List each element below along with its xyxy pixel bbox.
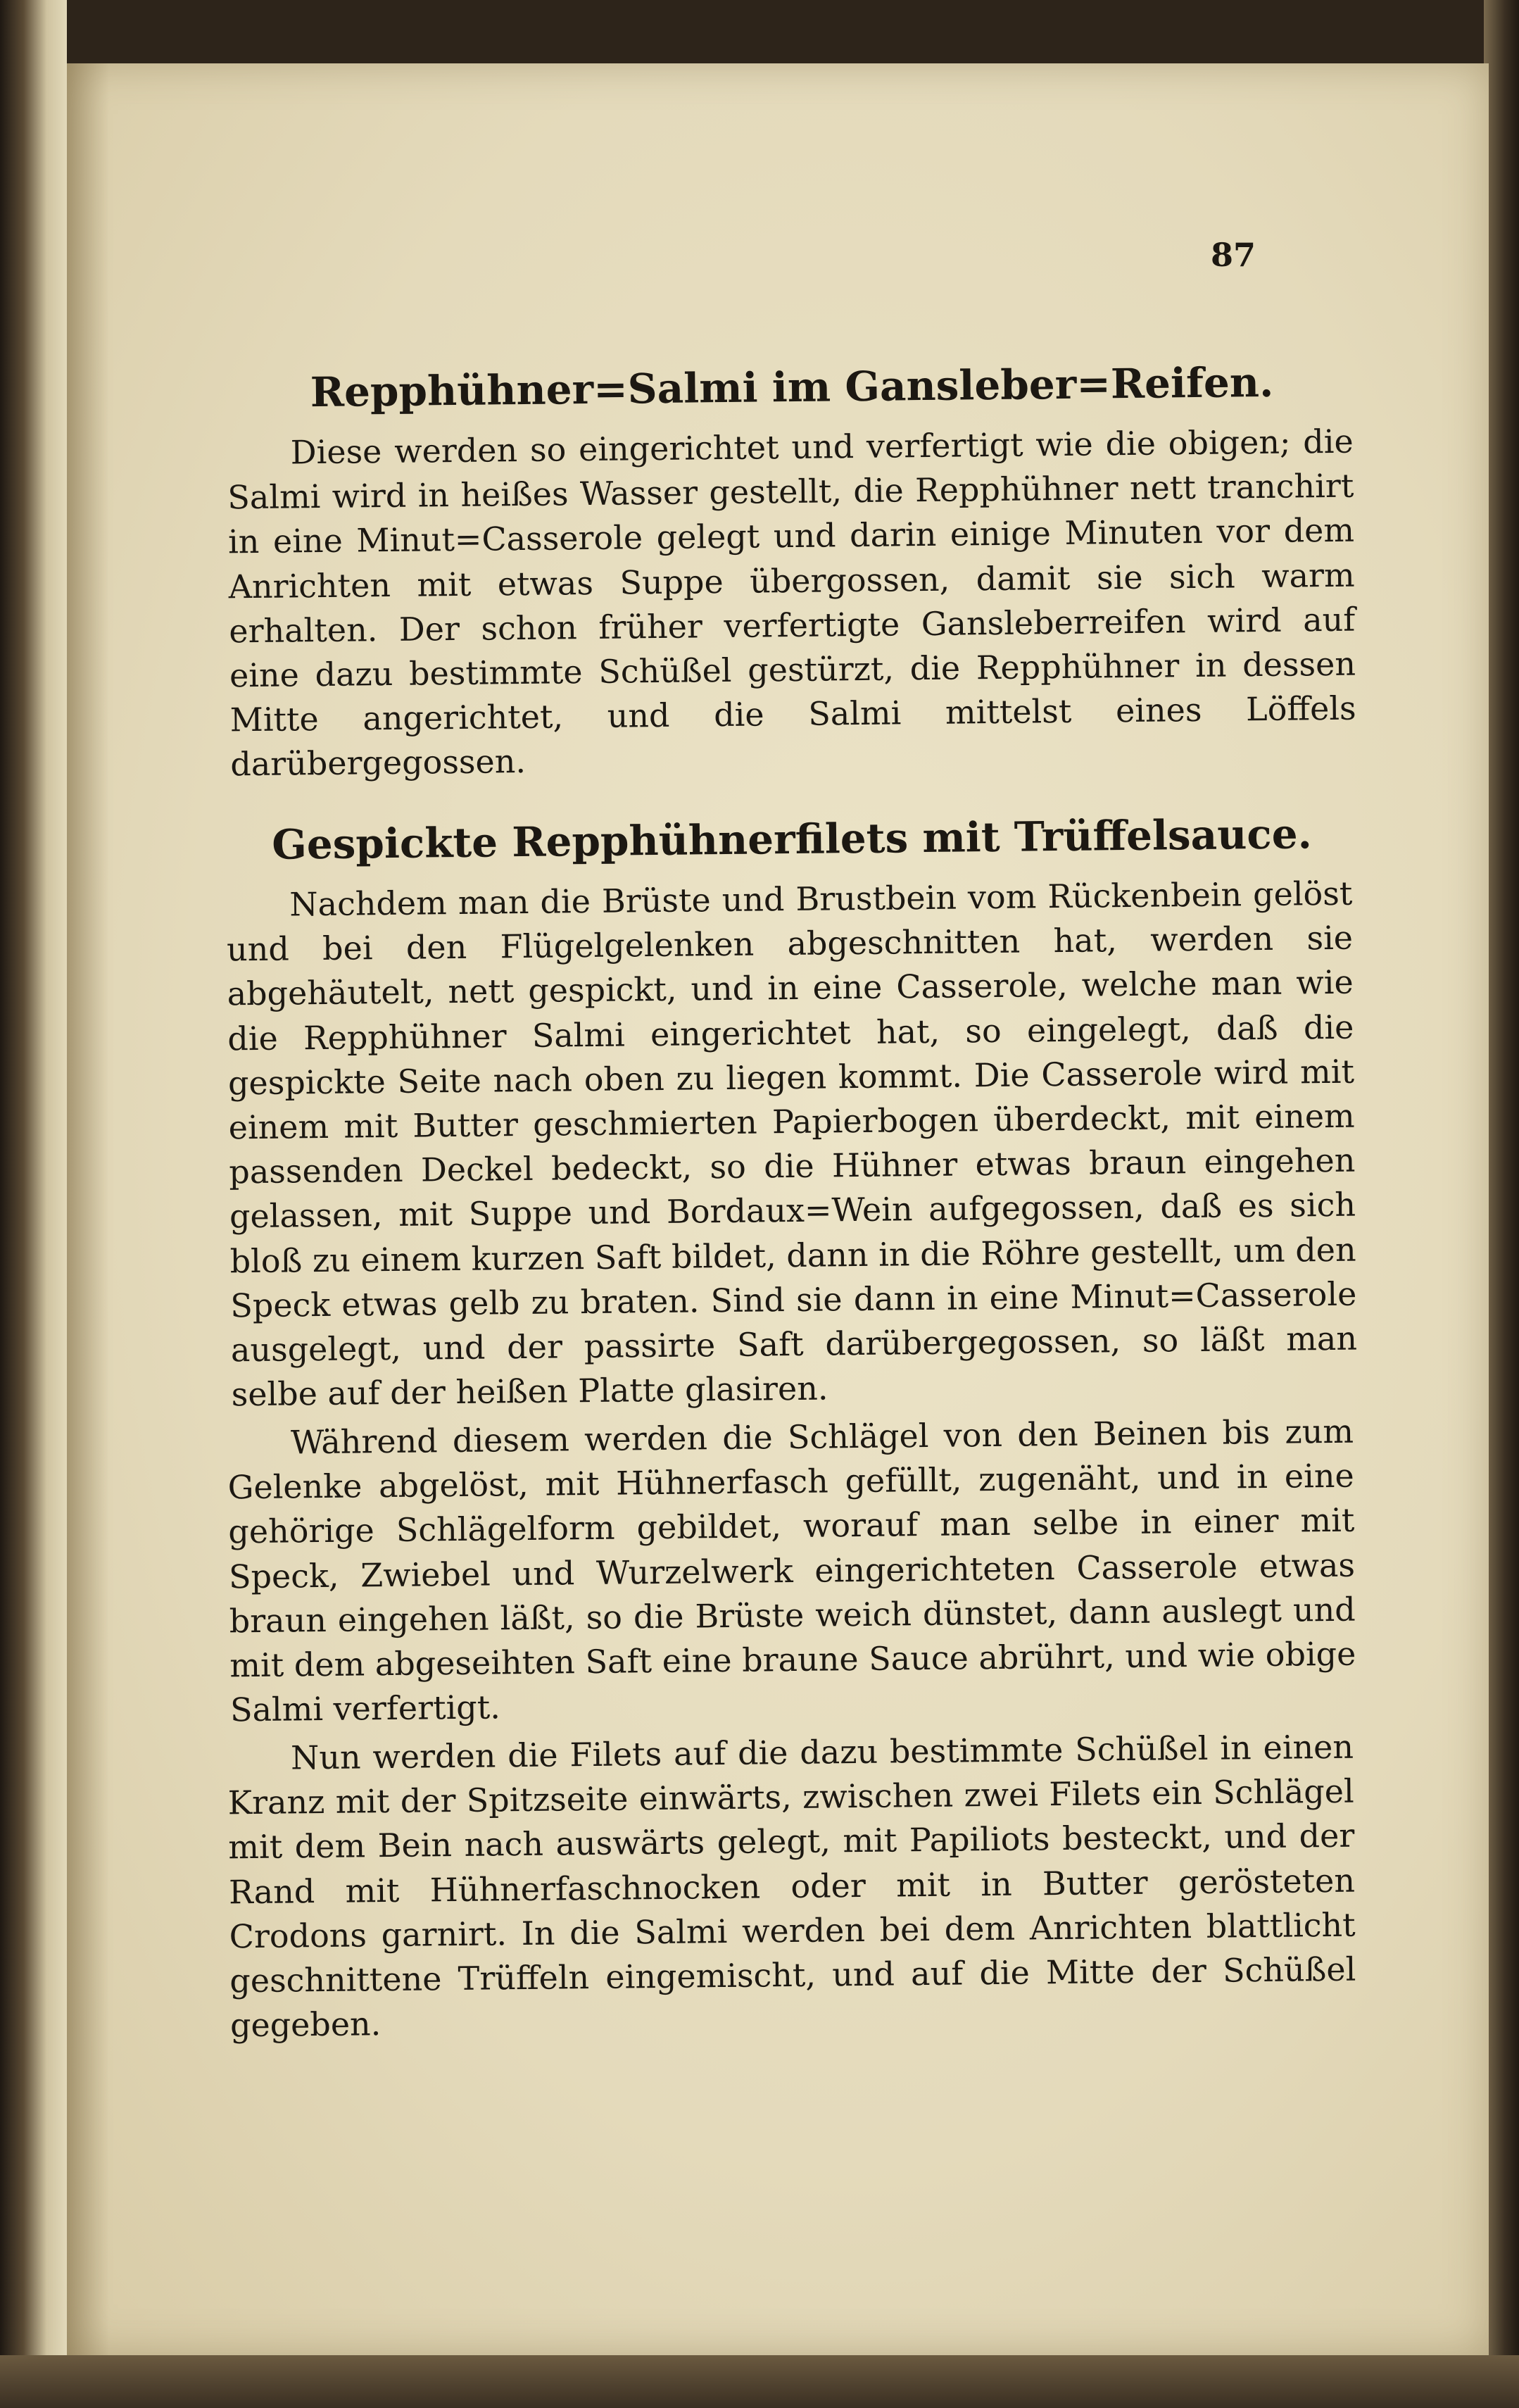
book-spine-edge <box>0 0 67 2408</box>
section-heading-salmi: Repphühner=Salmi im Gansleber=Reifen. <box>310 358 1274 417</box>
paragraph: Nachdem man die Brüste und Brustbein vom Rückenbein gelöst und bei den Flügelgelenken abgeschnitten hat, werden sie abgehäutelt, nett gespickt, und in eine Casserole, welche man wie die Repphühner Salmi eingerichtet hat, so eingelegt, daß die gespickte Seite nach oben zu liegen kommt. Die Casserole wird mit einem mit Butter geschmierten Papierbogen überdeckt, mit einem passenden Deckel bedeckt, so die Hühner etwas braun eingehen gelassen, mit Suppe und Bordaux=Wein aufgegossen, daß es sich bloß zu einem kurzen Saft bildet, dann in die Röhre gestellt, um den Speck etwas gelb zu braten. Sind sie dann in eine Minut=Casserole ausgelegt, und der passirte Saft darübergegossen, so läßt man selbe auf der heißen Platte glasiren. <box>226 874 1358 1414</box>
section-heading-filets: Gespickte Repphühnerfilets mit Trüffelsauce. <box>271 809 1313 869</box>
paragraph: Während diesem werden die Schlägel von den Beinen bis zum Gelenke abgelöst, mit Hühnerfasch gefüllt, zugenäht, und in eine gehörige Schlägelform gebildet, worauf man selbe in einer mit Speck, Zwiebel und Wurzelwerk eingerichteten Casserole etwas braun eingehen läßt, so die Brüste weich dünstet, dann auslegt und mit dem abgeseihten Saft eine braune Sauce abrührt, und wie obige Salmi verfertigt. <box>227 1412 1356 1729</box>
gutter-shadow <box>67 63 109 2355</box>
book-fore-edge <box>1484 0 1519 2408</box>
text-block <box>226 358 1358 2045</box>
book-bottom-edge <box>0 2355 1519 2408</box>
paragraph: Diese werden so eingerichtet und verfertigt wie die obigen; die Salmi wird in heißes Wasser gestellt, die Repphühner nett tranchirt in eine Minut=Casserole gelegt und darin einige Minuten vor dem Anrichten mit etwas Suppe übergossen, damit sie sich warm erhalten. Der schon früher verfertigte Gansleberreifen wird auf eine dazu bestimmte Schüßel gestürzt, die Repphühner in dessen Mitte angerichtet, und die Salmi mittelst eines Löffels darübergegossen. <box>227 422 1356 784</box>
page-number: 87 <box>1211 236 1256 274</box>
paragraph: Nun werden die Filets auf die dazu bestimmte Schüßel in einen Kranz mit der Spitzseite einwärts, zwischen zwei Filets ein Schlägel mit dem Bein nach auswärts gelegt, mit Papiliots besteckt, und der Rand mit Hühnerfaschnocken oder mit in Butter gerösteten Crodons garnirt. In die Salmi werden bei dem Anrichten blattlicht geschnittene Trüffeln eingemischt, und auf die Mitte der Schüßel gegeben. <box>227 1728 1356 2045</box>
paper-page <box>67 63 1489 2355</box>
